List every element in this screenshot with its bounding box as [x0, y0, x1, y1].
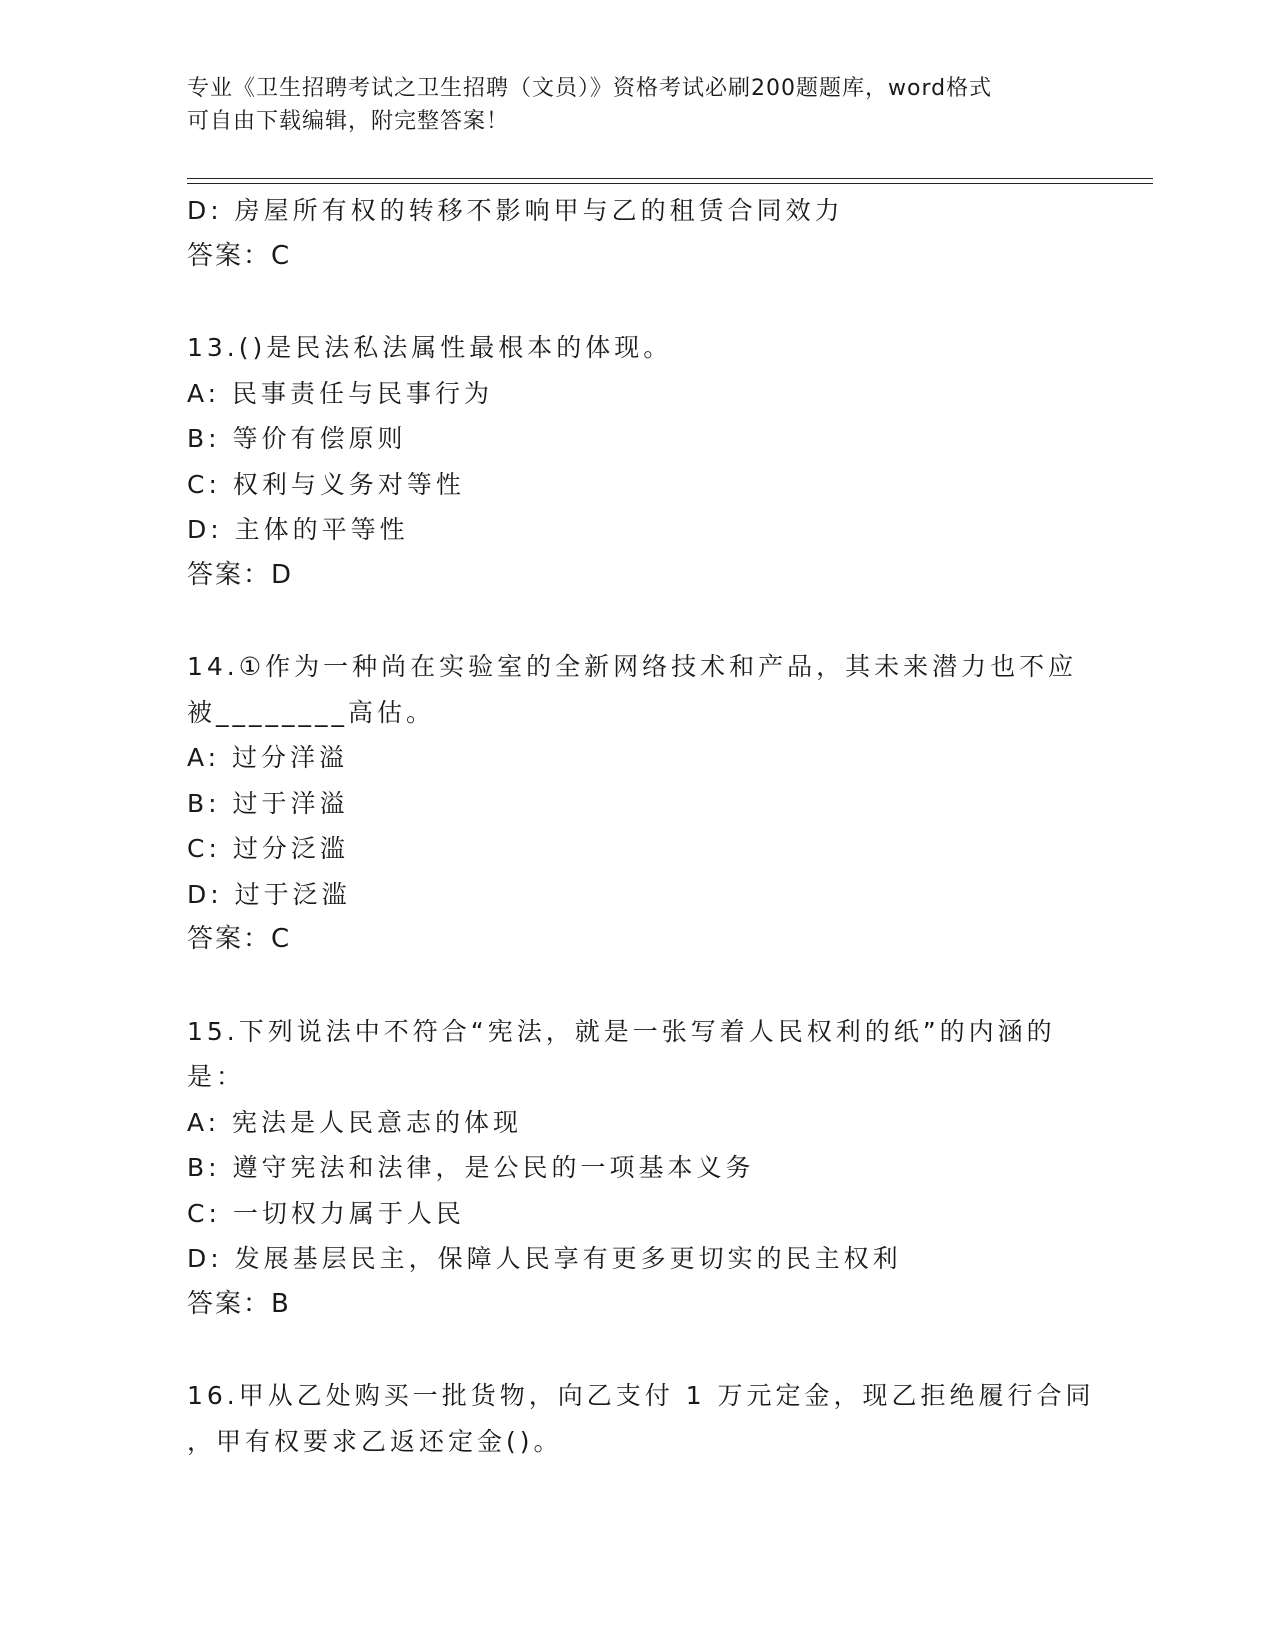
- document-header: [187, 72, 1067, 138]
- header-divider-bottom: [187, 183, 1153, 184]
- option-d: D: 主体的平等性: [187, 515, 409, 544]
- header-line-1: 专业《卫生招聘考试之卫生招聘（文员）》资格考试必刷200题题库，word格式: [187, 76, 993, 101]
- option-a: A: 过分洋溢: [187, 743, 349, 772]
- option-c: C: 一切权力属于人民: [187, 1198, 465, 1228]
- question-13: [187, 325, 1087, 598]
- answer: 答案：C: [187, 240, 292, 271]
- option-b: B: 等价有偿原则: [187, 424, 407, 453]
- option-c: C: 权利与义务对等性: [187, 469, 465, 499]
- question-list: [187, 188, 1095, 1464]
- question-15: [187, 1009, 1087, 1328]
- option-b: B: 遵守宪法和法律，是公民的一项基本义务: [187, 1153, 755, 1182]
- header-line-2: 可自由下载编辑，附完整答案！: [187, 109, 510, 134]
- answer: 答案：B: [187, 1288, 291, 1319]
- prev-question: [187, 188, 1087, 279]
- option-a: A: 宪法是人民意志的体现: [187, 1107, 523, 1137]
- question-stem-line-1: 16.甲从乙处购买一批货物，向乙支付 1 万元定金，现乙拒绝履行合同: [187, 1381, 1095, 1410]
- question-16: [187, 1373, 1095, 1464]
- answer: 答案：D: [187, 559, 294, 590]
- question-stem: 13.()是民法私法属性最根本的体现。: [187, 333, 673, 362]
- option-d: D: 房屋所有权的转移不影响甲与乙的租赁合同效力: [187, 196, 844, 225]
- question-stem-line-2: ，甲有权要求乙返还定金()。: [187, 1426, 563, 1456]
- question-stem-line-2: 被________高估。: [187, 697, 436, 727]
- option-d: D: 过于泛滥: [187, 879, 351, 909]
- option-d: D: 发展基层民主，保障人民享有更多更切实的民主权利: [187, 1244, 902, 1273]
- option-a: A: 民事责任与民事行为: [187, 378, 494, 408]
- question-stem-line-1: 15.下列说法中不符合“宪法，就是一张写着人民权利的纸”的内涵的: [187, 1016, 1056, 1046]
- question-14: [187, 644, 1087, 963]
- question-stem-line-1: 14.①作为一种尚在实验室的全新网络技术和产品，其未来潜力也不应: [187, 652, 1078, 681]
- option-c: C: 过分泛滥: [187, 834, 349, 863]
- answer: 答案：C: [187, 924, 292, 954]
- question-stem-line-2: 是：: [187, 1062, 246, 1091]
- option-b: B: 过于洋溢: [187, 788, 349, 818]
- header-divider-top: [187, 178, 1153, 179]
